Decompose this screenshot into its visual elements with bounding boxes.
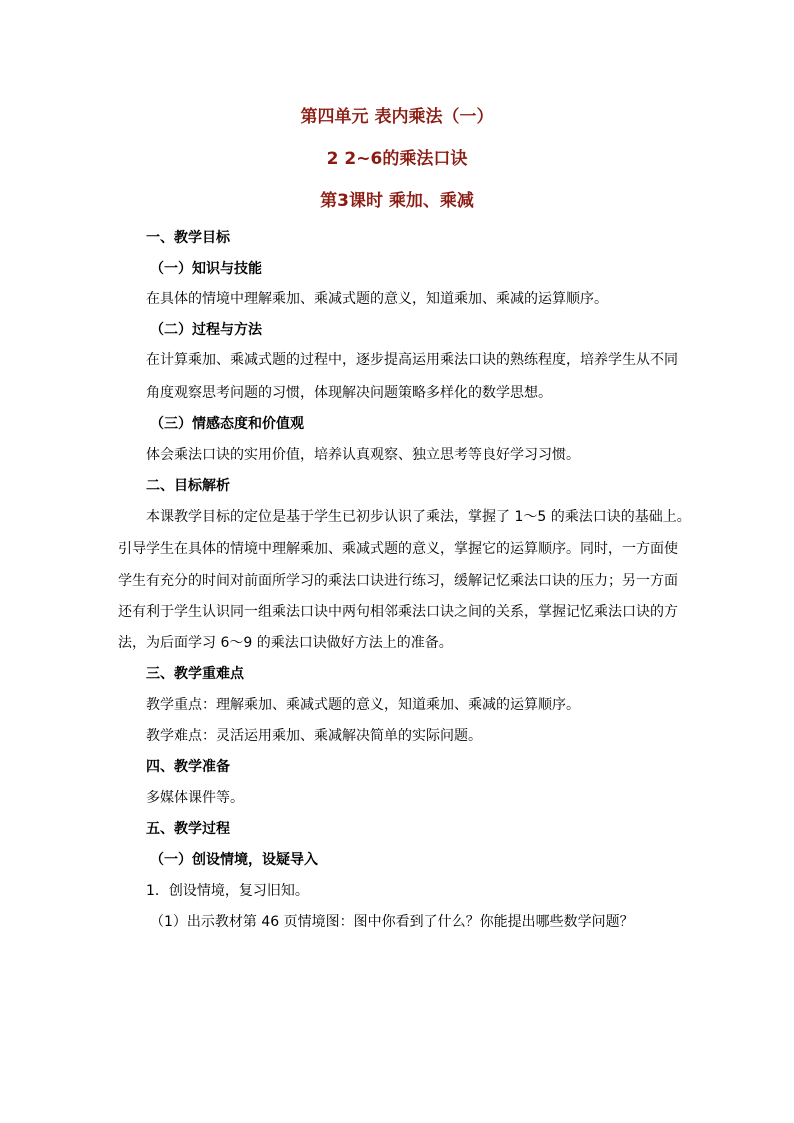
analysis-text-line-3: 学生有充分的时间对前面所学习的乘法口诀进行练习，缓解记忆乘法口诀的压力；另一方面 [118, 573, 678, 589]
analysis-text-line-5: 法，为后面学习 6～9 的乘法口诀做好方法上的准备。 [118, 635, 453, 651]
lesson-title: 第3课时 乘加、乘减 [320, 191, 474, 211]
preparation-heading: 四、教学准备 [146, 759, 230, 775]
knowledge-text: 在具体的情境中理解乘加、乘减式题的意义，知道乘加、乘减的运算顺序。 [146, 291, 608, 307]
process-heading: （二）过程与方法 [150, 322, 262, 338]
step-1-1: （1）出示教材第 46 页情境图：图中你看到了什么？你能提出哪些数学问题？ [150, 914, 634, 930]
knowledge-heading: （一）知识与技能 [150, 261, 262, 277]
process-text-line-1: 在计算乘加、乘减式题的过程中，逐步提高运用乘法口诀的熟练程度，培养学生从不同 [146, 352, 678, 368]
attitude-text: 体会乘法口诀的实用价值，培养认真观察、独立思考等良好学习习惯。 [146, 447, 580, 463]
difficult-point-text: 教学难点：灵活运用乘加、乘减解决简单的实际问题。 [146, 728, 482, 744]
unit-title: 第四单元 表内乘法（一） [300, 107, 494, 127]
analysis-text-line-2: 引导学生在具体的情境中理解乘加、乘减式题的意义，掌握它的运算顺序。同时，一方面使 [118, 541, 678, 557]
analysis-heading: 二、目标解析 [146, 478, 230, 494]
analysis-text-line-1: 本课教学目标的定位是基于学生已初步认识了乘法，掌握了 1～5 的乘法口诀的基础上。 [146, 509, 691, 525]
procedure-heading: 五、教学过程 [146, 821, 230, 837]
key-points-heading: 三、教学重难点 [146, 666, 244, 682]
section-title: 2 2~6的乘法口诀 [326, 149, 468, 169]
preparation-text: 多媒体课件等。 [146, 790, 244, 806]
attitude-heading: （三）情感态度和价值观 [150, 416, 304, 432]
goals-heading: 一、教学目标 [146, 230, 230, 246]
intro-heading: （一）创设情境，设疑导入 [150, 852, 318, 868]
analysis-text-line-4: 还有利于学生认识同一组乘法口诀中两句相邻乘法口诀之间的关系，掌握记忆乘法口诀的方 [118, 604, 678, 620]
process-text-line-2: 角度观察思考问题的习惯，体现解决问题策略多样化的数学思想。 [146, 385, 552, 401]
key-point-text: 教学重点：理解乘加、乘减式题的意义，知道乘加、乘减的运算顺序。 [146, 697, 580, 713]
step-1: 1．创设情境，复习旧知。 [146, 883, 309, 899]
